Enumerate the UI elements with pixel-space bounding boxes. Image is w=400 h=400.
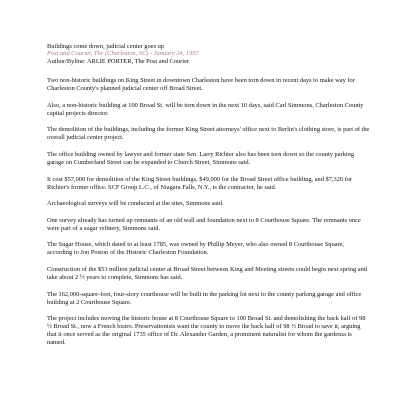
article-body xyxy=(47,77,370,347)
article-paragraph: Archaeological surveys will be conducted at the sites, Simmons said. xyxy=(47,200,224,208)
article-paragraph: The demolition of the buildings, including the former King Street attorneys' office next to Berlin's clothing store, is part of the overall judicial center project. xyxy=(47,126,370,142)
article-paragraph: The 162,000-square-foot, four-story courthouse will be built in the parking lot next to the county parking garage and office building at 2 Courthouse Square. xyxy=(47,290,362,306)
article-paragraph: The project includes moving the historic house at 8 Courthouse Square to 100 Broad St. and demolishing the back half of 98 ½ Broad St., now a French bistro. Preservationists want the county to move the back half of 98 ½ Broad to save it, arguing that it once served as the original 1735 office of Dr. Alexander Garden, a prominent naturalist for whom the gardenia is named. xyxy=(47,315,366,347)
article-paragraph: It cost $57,000 for demolition of the King Street buildings, $49,000 for the Broad Street office building, and $7,320 for Richter's former office. SCF Group L.C., of Niagara Falls, N.Y., is the contractor, he said. xyxy=(47,175,353,191)
article-byline: Author/Byline: ARLIE PORTER, The Post and Courier xyxy=(47,57,190,65)
article-headline: Buildings come down, judicial center goes up xyxy=(47,43,164,50)
article-paragraph: The office building owned by lawyer and former state Sen. Larry Richter also has been torn down so the county parking garage on Cumberland Street can be expanded to Church Street, Simmons said. xyxy=(47,151,355,166)
article-paragraph: Construction of the $53 million judicial center at Broad Street between King and Meeting streets could begin next spring and take about 2 ½ years to complete, Simmons has said. xyxy=(47,265,367,281)
article-paragraph: The Sugar House, which dated to at least 1785, was owned by Phillip Meyer, who also owned 8 Courthouse Square, according to Jon Poston of the Historic Charleston Foundation. xyxy=(47,241,345,257)
article-paragraph: One survey already has turned up remnants of an old wall and foundation next to 8 Courthouse Square. The remnants once were part of a sugar refinery, Simmons said. xyxy=(47,216,361,232)
article-source: Post and Courier, The (Charleston, SC) - January 24, 1997 xyxy=(47,50,199,58)
article-paragraph: Also, a non-historic building at 100 Broad St. will be torn down in the next 10 days, said Carl Simmons, Charleston County capital projects director. xyxy=(47,101,364,117)
article-paragraph: Two non-historic buildings on King Street in downtown Charleston have been torn down in recent days to make way for Charleston County's planned judicial center off Broad Street. xyxy=(47,77,355,93)
